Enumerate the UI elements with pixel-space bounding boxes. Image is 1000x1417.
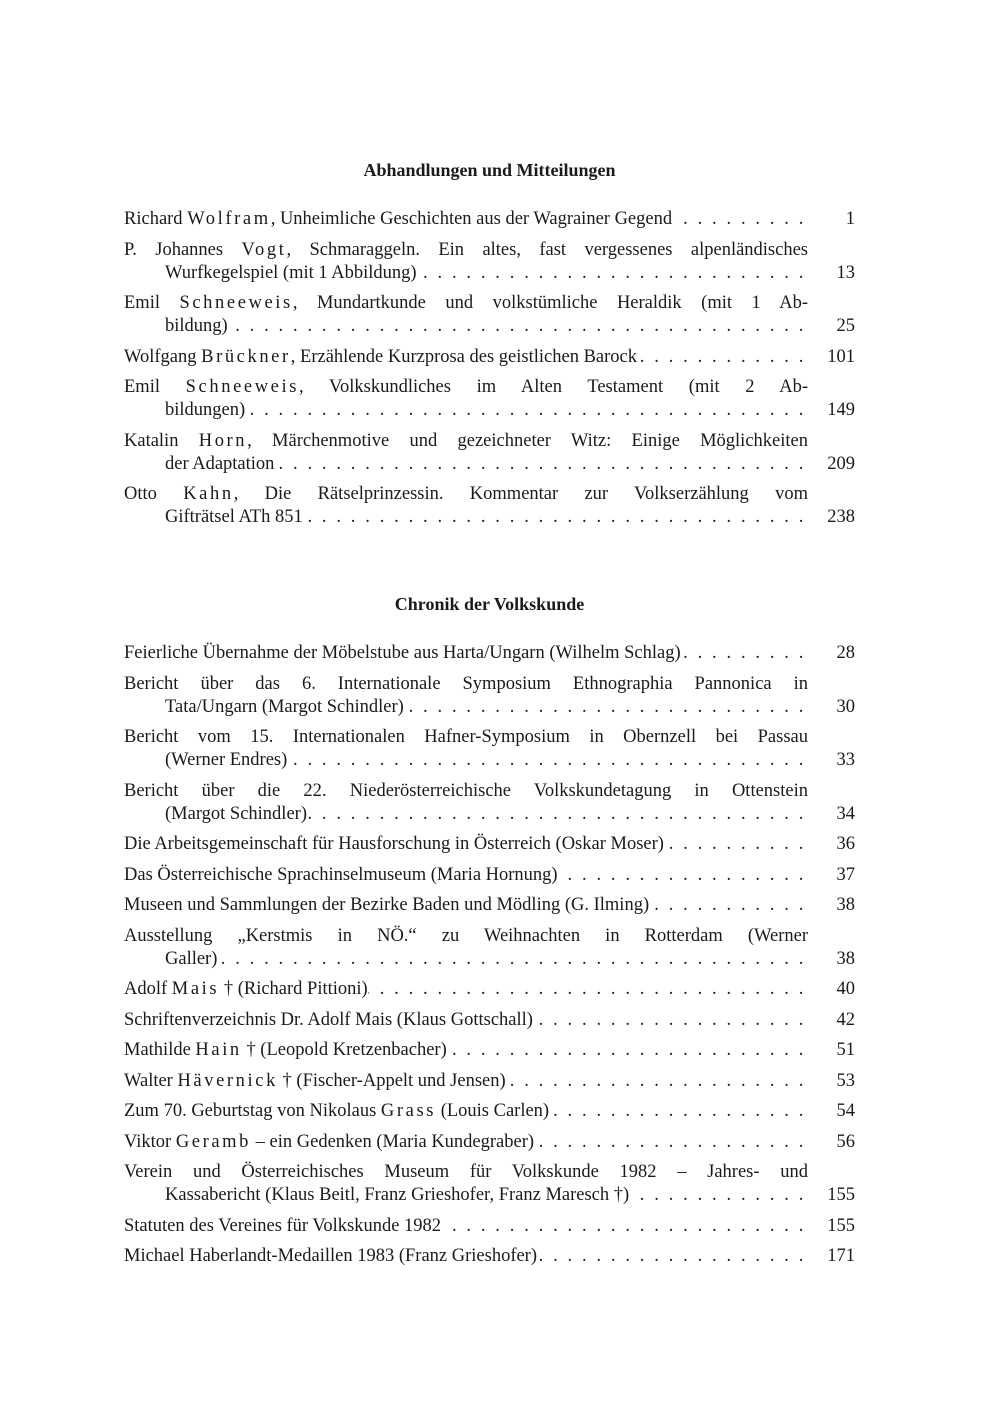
entry-text: [124, 1039, 447, 1062]
entry-text: [124, 642, 681, 665]
entry-text: [165, 262, 417, 285]
entry-text: [124, 1215, 441, 1238]
entry-line: [124, 315, 855, 338]
toc-entry: [124, 292, 855, 338]
entry-line: [124, 483, 855, 506]
entry-line: [124, 239, 855, 262]
toc-entry: [124, 780, 855, 826]
entry-text: [124, 1070, 506, 1093]
entry-text-segment: bildung): [165, 316, 228, 336]
entry-text: [165, 506, 303, 529]
entry-text-segment: Verein und Österreichisches Museum für Volkskunde 1982 – Jahres- und: [124, 1162, 808, 1182]
entry-text-segment: , Erzählende Kurzprosa des geistlichen Barock: [290, 346, 637, 367]
page-number: 238: [827, 507, 855, 527]
entry-text: [124, 346, 637, 369]
entry-text-segment: Mathilde: [124, 1040, 196, 1060]
entry-text-segment: Die Arbeitsgemeinschaft für Hausforschung in Österreich (Oskar Moser): [124, 834, 664, 854]
dot-leader: [441, 1215, 808, 1238]
author-name: Mais: [171, 979, 220, 999]
entry-line: [124, 346, 855, 369]
entry-text: [165, 696, 404, 719]
entry-line: [124, 1161, 855, 1184]
entry-text: [165, 803, 307, 826]
toc-entry: [124, 673, 855, 719]
entry-text-segment: , Schmaraggeln. Ein altes, fast vergessenes alpenländisches: [286, 239, 808, 260]
entry-text-segment: Bericht vom 15. Internationalen Hafner-Symposium in Obernzell bei Passau: [124, 727, 808, 747]
entry-text: [165, 948, 217, 971]
page-number: 34: [836, 803, 855, 824]
author-name: Hävernick: [177, 1070, 278, 1091]
entry-line: [124, 399, 855, 422]
dot-leader: [245, 399, 808, 422]
dot-leader: [558, 864, 808, 887]
entry-line: [124, 1009, 855, 1032]
entry-line: [124, 1215, 855, 1238]
entry-text-segment: bildungen): [165, 400, 246, 420]
page-number: 51: [836, 1040, 855, 1060]
page-number: 54: [836, 1101, 855, 1121]
entry-text: [124, 864, 558, 887]
entry-text-segment: Michael Haberlandt-Medaillen 1983 (Franz Grieshofer): [124, 1246, 538, 1266]
page-number: 13: [836, 262, 855, 283]
entry-text-segment: † (Richard Pittioni): [219, 979, 368, 999]
entry-line: [124, 1100, 855, 1123]
author-name: Brückner: [201, 346, 291, 367]
dot-leader: [537, 1245, 808, 1268]
page-number: 209: [827, 453, 855, 474]
entry-text: [124, 673, 808, 696]
entry-text-segment: Viktor: [124, 1131, 176, 1152]
entry-line: [124, 978, 855, 1001]
entry-line: [124, 292, 855, 315]
entry-text: [165, 453, 274, 476]
page-number: 30: [836, 696, 855, 717]
entry-text: [124, 833, 664, 856]
toc-entry: [124, 894, 855, 917]
dot-leader: [404, 696, 808, 719]
page-number: 40: [836, 979, 855, 999]
entry-text-segment: Richard: [124, 209, 188, 229]
entry-line: [124, 696, 855, 719]
toc-entry: [124, 1245, 855, 1268]
entry-text-segment: Emil: [124, 377, 186, 397]
page-number: 37: [836, 864, 855, 885]
entry-line: [124, 208, 855, 231]
page-number: 56: [836, 1131, 855, 1152]
toc-entry: [124, 376, 855, 422]
entry-line: [124, 1039, 855, 1062]
dot-leader: [217, 948, 808, 971]
page-number: 101: [827, 346, 855, 367]
entry-text: [124, 430, 808, 453]
page-number: 42: [836, 1009, 855, 1030]
toc-entry: [124, 642, 855, 665]
entry-text-segment: Wurfkegelspiel (mit 1 Abbildung): [165, 262, 417, 283]
entry-text-segment: † (Fischer-Appelt und Jensen): [277, 1070, 506, 1091]
entry-line: [124, 1070, 855, 1093]
entry-text: [124, 1100, 549, 1123]
dot-leader: [637, 346, 808, 369]
entry-text: [124, 1161, 808, 1184]
dot-leader: [549, 1100, 808, 1123]
page-number: 28: [836, 643, 855, 663]
page-number: 38: [836, 895, 855, 915]
entry-text: [165, 315, 228, 338]
toc-entry: [124, 1070, 855, 1093]
toc-entry: [124, 1039, 855, 1062]
entry-text: [165, 399, 245, 422]
entry-text: [124, 239, 808, 262]
page-number: 53: [836, 1070, 855, 1091]
entry-text-segment: Feierliche Übernahme der Möbelstube aus Harta/Ungarn (Wilhelm Schlag): [124, 643, 681, 663]
toc-entry: [124, 1131, 855, 1154]
author-name: Grass: [380, 1101, 437, 1121]
toc-entry: [124, 978, 855, 1001]
entry-text: [124, 1009, 533, 1032]
toc-entry: [124, 208, 855, 231]
page-number: 25: [836, 316, 855, 336]
entry-text-segment: , Unheimliche Geschichten aus der Wagrainer Gegend: [270, 209, 673, 229]
page-number: 1: [845, 209, 855, 229]
page-number: 149: [827, 400, 855, 420]
entry-text-segment: Bericht über die 22. Niederösterreichische Volkskundetagung in Ottenstein: [124, 780, 808, 801]
dot-leader: [287, 749, 808, 772]
dot-leader: [649, 894, 808, 917]
toc-entry: [124, 1009, 855, 1032]
entry-text-segment: Das Österreichische Sprachinselmuseum (Maria Hornung): [124, 864, 558, 885]
entry-text: [165, 749, 287, 772]
entry-text: [124, 292, 808, 315]
entry-text-segment: Museen und Sammlungen der Bezirke Baden und Mödling (G. Ilming): [124, 895, 650, 915]
page-number: 155: [827, 1215, 855, 1236]
entry-text-segment: † (Leopold Kretzenbacher): [241, 1040, 447, 1060]
entry-text: [124, 376, 808, 399]
entry-text-segment: der Adaptation: [165, 453, 275, 474]
entry-line: [124, 726, 855, 749]
toc-entry: [124, 833, 855, 856]
entry-text-segment: Tata/Ungarn (Margot Schindler): [165, 696, 404, 717]
dot-leader: [506, 1070, 808, 1093]
dot-leader: [672, 208, 808, 231]
author-name: Horn: [198, 430, 248, 451]
entry-line: [124, 453, 855, 476]
entry-text: [124, 1245, 537, 1268]
entry-line: [124, 506, 855, 529]
entry-line: [124, 1245, 855, 1268]
entry-line: [124, 376, 855, 399]
dot-leader: [533, 1009, 808, 1032]
dot-leader: [368, 978, 808, 1001]
dot-leader: [417, 262, 808, 285]
entry-line: [124, 749, 855, 772]
entry-text-segment: , Die Rätselprinzessin. Kommentar zur Volkserzählung vom: [233, 484, 808, 504]
entry-text-segment: , Mundartkunde und volkstümliche Heraldik (mit 1 Ab-: [292, 293, 808, 313]
dot-leader: [629, 1184, 808, 1207]
entry-line: [124, 262, 855, 285]
section-heading: Chronik der Volkskunde: [394, 594, 585, 614]
entry-text-segment: Bericht über das 6. Internationale Symposium Ethnographia Pannonica in: [124, 673, 808, 694]
dot-leader: [307, 803, 808, 826]
entry-text-segment: – ein Gedenken (Maria Kundegraber): [251, 1131, 535, 1152]
toc-entry: [124, 483, 855, 529]
entry-line: [124, 430, 855, 453]
toc-entry: [124, 239, 855, 285]
entry-line: [124, 1131, 855, 1154]
dot-leader: [447, 1039, 808, 1062]
author-name: Schneeweis: [185, 377, 300, 397]
author-name: Vogt: [241, 239, 287, 260]
entry-text-segment: Zum 70. Geburtstag von Nikolaus: [124, 1101, 381, 1121]
toc-entry: [124, 1215, 855, 1238]
toc-entry: [124, 864, 855, 887]
author-name: Kahn: [183, 484, 234, 504]
author-name: Hain: [195, 1040, 242, 1060]
entry-text-segment: Otto: [124, 484, 184, 504]
entry-line: [124, 642, 855, 665]
entry-line: [124, 925, 855, 948]
entry-line: [124, 948, 855, 971]
entry-text-segment: P. Johannes: [124, 239, 242, 260]
toc-section: [124, 593, 855, 1268]
entry-text-segment: Walter: [124, 1070, 178, 1091]
entry-line: [124, 803, 855, 826]
dot-leader: [228, 315, 808, 338]
entry-text-segment: Wolfgang: [124, 346, 202, 367]
entry-text-segment: Ausstellung „Kerstmis in NÖ.“ zu Weihnachten in Rotterdam (Werner: [124, 925, 808, 946]
entry-text: [124, 208, 672, 231]
page-number: 33: [836, 750, 855, 770]
entry-text-segment: Emil: [124, 293, 180, 313]
toc-entry: [124, 346, 855, 369]
page-number: 171: [827, 1246, 855, 1266]
toc-entry: [124, 430, 855, 476]
author-name: Schneeweis: [179, 293, 293, 313]
entry-text-segment: Galler): [165, 948, 218, 969]
entry-line: [124, 833, 855, 856]
table-of-contents: [124, 159, 855, 1276]
entry-text: [124, 780, 808, 803]
entry-line: [124, 780, 855, 803]
entry-text-segment: (Margot Schindler): [165, 803, 307, 824]
toc-entry: [124, 1100, 855, 1123]
dot-leader: [664, 833, 808, 856]
entry-text: [124, 1131, 534, 1154]
entry-line: [124, 1184, 855, 1207]
dot-leader: [274, 453, 808, 476]
toc-entry: [124, 925, 855, 971]
dot-leader: [303, 506, 808, 529]
entry-text-segment: Statuten des Vereines für Volkskunde 1982: [124, 1215, 442, 1236]
entry-text-segment: Kassabericht (Klaus Beitl, Franz Grieshofer, Franz Maresch †): [165, 1185, 630, 1205]
entry-text-segment: Adolf: [124, 979, 172, 999]
entry-text-segment: , Märchenmotive und gezeichneter Witz: Einige Möglichkeiten: [247, 430, 808, 451]
entry-line: [124, 673, 855, 696]
toc-section: [124, 159, 855, 529]
entry-text-segment: Katalin: [124, 430, 199, 451]
toc-entry: [124, 1161, 855, 1207]
dot-leader: [534, 1131, 808, 1154]
entry-text: [124, 483, 808, 506]
entry-text: [124, 978, 368, 1001]
entry-text: [124, 894, 649, 917]
section-heading: Abhandlungen und Mitteilungen: [363, 160, 616, 180]
entry-line: [124, 894, 855, 917]
entry-text-segment: Gifträtsel ATh 851: [165, 507, 303, 527]
author-name: Geramb: [175, 1131, 252, 1152]
author-name: Wolfram: [187, 209, 271, 229]
entry-text-segment: Schriftenverzeichnis Dr. Adolf Mais (Klaus Gottschall): [124, 1009, 533, 1030]
entry-text-segment: , Volkskundliches im Alten Testament (mit 2 Ab-: [299, 377, 808, 397]
page-number: 155: [827, 1185, 855, 1205]
entry-text: [124, 925, 808, 948]
entry-text: [165, 1184, 629, 1207]
entry-text-segment: (Louis Carlen): [436, 1101, 550, 1121]
page-number: 38: [836, 948, 855, 969]
entry-line: [124, 864, 855, 887]
dot-leader: [681, 642, 808, 665]
page-number: 36: [836, 834, 855, 854]
entry-text: [124, 726, 808, 749]
entry-text-segment: (Werner Endres): [165, 750, 288, 770]
toc-entry: [124, 726, 855, 772]
